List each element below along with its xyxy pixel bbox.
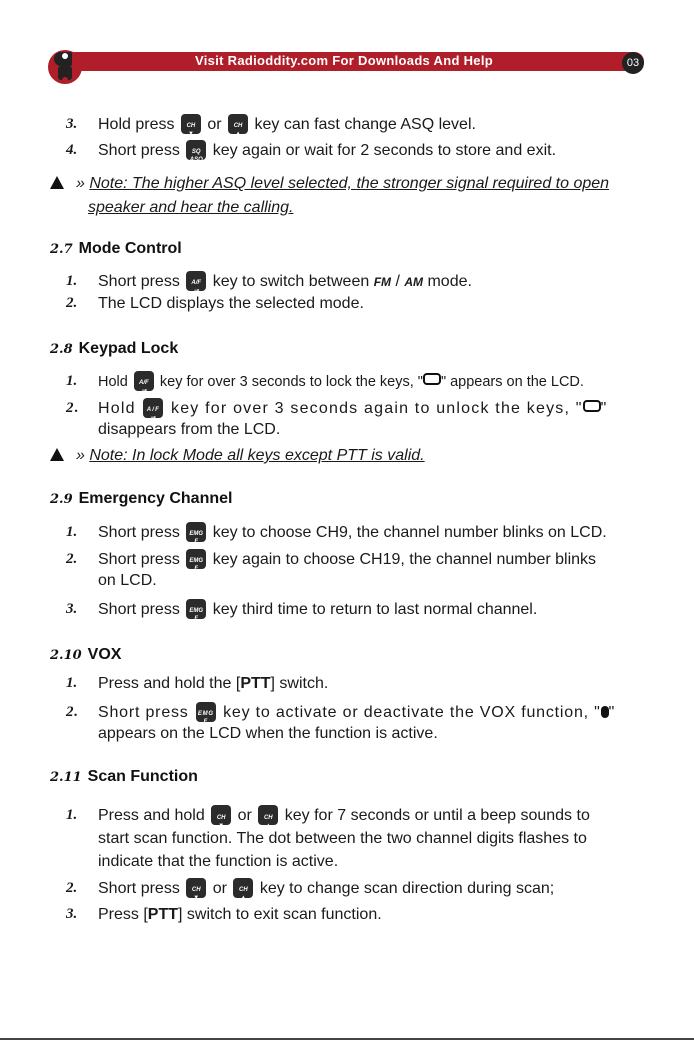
- key-label: F: [194, 616, 199, 622]
- section-number: 2.9: [50, 492, 73, 507]
- item-text: key can fast change ASQ level.: [250, 116, 476, 133]
- item-text: Hold: [98, 400, 142, 417]
- key-lock-icon: [583, 400, 601, 412]
- item-text: key for over 3 seconds again to unlock the keys, ": [165, 400, 583, 417]
- section-title: Mode Control: [78, 240, 182, 257]
- item-text: /: [391, 273, 405, 290]
- page-header: [44, 44, 644, 86]
- list-item: [66, 140, 646, 161]
- list-item: [66, 549, 646, 591]
- header-text: Visit Radioddity.com For Downloads And Help: [195, 53, 493, 68]
- item-text: key again to choose CH19, the channel number blinks: [208, 551, 597, 568]
- key-label: CH: [239, 887, 248, 893]
- section-number: 2.7: [50, 242, 73, 257]
- item-text: Hold press: [98, 116, 179, 133]
- item-number: 3.: [66, 116, 78, 132]
- item-number: 3.: [66, 906, 78, 922]
- emg-key-icon: [186, 522, 206, 545]
- warning-icon: [50, 176, 64, 189]
- list-item: [66, 673, 646, 694]
- ch-down-key-icon: [186, 878, 206, 901]
- item-text: key third time to return to last normal channel.: [208, 601, 538, 618]
- list-item: [66, 904, 646, 925]
- emg-key-icon: [186, 549, 206, 572]
- item-text: or: [208, 880, 232, 897]
- item-text: key to change scan direction during scan;: [255, 880, 555, 897]
- item-text: " appears on the LCD.: [440, 374, 584, 390]
- list-item: [66, 702, 646, 744]
- item-text: Press and hold the [: [98, 675, 241, 692]
- key-label: F: [194, 566, 199, 572]
- item-number: 2.: [66, 295, 78, 311]
- key-arrow: ▲: [235, 131, 242, 137]
- section-title: VOX: [87, 646, 122, 663]
- key-label: SQ: [191, 149, 201, 155]
- key-lock-glyph: ⊸: [141, 388, 147, 394]
- list-item: [66, 878, 646, 899]
- item-text: Hold: [98, 374, 132, 390]
- section-heading: [50, 240, 182, 258]
- key-label: CH: [191, 887, 201, 893]
- note-lock: » Note: In lock Mode all keys except PTT is valid.: [50, 444, 646, 468]
- item-number: 1.: [66, 273, 78, 289]
- item-text: ] switch.: [270, 675, 329, 692]
- key-label: A/F: [146, 407, 160, 413]
- item-text: Short press: [98, 880, 185, 897]
- item-text: Press [: [98, 906, 148, 923]
- ch-down-key-icon: [211, 805, 231, 829]
- item-text: The LCD displays the selected mode.: [98, 295, 364, 312]
- sq-asq-key-icon: [186, 140, 206, 163]
- key-arrow: ▲: [265, 823, 272, 829]
- page-number: 03: [622, 52, 644, 74]
- item-number: 2.: [66, 880, 78, 896]
- key-label: ASQ: [189, 157, 203, 163]
- ptt-label: PTT: [240, 675, 271, 692]
- item-text: or: [233, 807, 257, 824]
- microphone-icon: [601, 706, 609, 718]
- list-item: [66, 114, 646, 135]
- item-text: key to activate or deactivate the VOX function, ": [217, 704, 601, 721]
- item-number: 3.: [66, 601, 78, 617]
- item-number: 2.: [66, 704, 79, 720]
- ch-up-key-icon: [228, 114, 248, 137]
- key-label: F: [194, 539, 199, 545]
- emg-key-icon: [196, 702, 216, 725]
- item-text: key to switch between: [208, 273, 374, 290]
- item-text: Short press: [98, 551, 185, 568]
- item-number: 2.: [66, 551, 78, 567]
- item-number: 2.: [66, 400, 80, 416]
- key-label: A/F: [139, 380, 149, 386]
- item-text: key for over 3 seconds to lock the keys, ": [155, 374, 423, 390]
- note-asq: » Note: The higher ASQ level selected, the stronger signal required to open speaker and hear the calling.: [50, 172, 646, 220]
- item-number: 1.: [66, 524, 78, 540]
- section-heading: [50, 768, 198, 786]
- key-lock-glyph: ⊸: [150, 415, 157, 421]
- key-label: EMG: [197, 711, 214, 717]
- item-text: indicate that the function is active.: [98, 853, 339, 870]
- item-text: Short press: [98, 524, 185, 541]
- key-label: CH: [186, 123, 196, 129]
- list-item: [66, 398, 646, 440]
- list-item: [66, 522, 646, 543]
- section-heading: [50, 646, 121, 664]
- key-label: F: [203, 719, 209, 725]
- section-title: Emergency Channel: [78, 490, 233, 507]
- section-title: Scan Function: [87, 768, 198, 785]
- key-lock-icon: [423, 373, 441, 385]
- key-label: CH: [216, 815, 226, 821]
- key-label: EMG: [189, 531, 204, 537]
- item-number: 1.: [66, 807, 78, 823]
- item-text: Short press: [98, 704, 194, 721]
- key-arrow: ▼: [187, 131, 194, 137]
- af-key-icon: [134, 371, 154, 394]
- item-text: Short press: [98, 273, 185, 290]
- ptt-label: PTT: [147, 906, 179, 923]
- ch-down-key-icon: [181, 114, 201, 137]
- list-item: [66, 804, 646, 873]
- section-title: Keypad Lock: [78, 340, 179, 357]
- item-text: Press and hold: [98, 807, 210, 824]
- item-text: disappears from the LCD.: [98, 421, 281, 438]
- key-arrow: ▼: [218, 823, 225, 829]
- item-number: 1.: [66, 675, 78, 691]
- key-arrow: ▼: [193, 895, 200, 901]
- section-number: 2.11: [50, 770, 82, 785]
- item-number: 4.: [66, 142, 78, 158]
- list-item: [66, 599, 646, 620]
- list-item: [66, 371, 646, 393]
- item-text: key to choose CH9, the channel number blinks on LCD.: [208, 524, 607, 541]
- item-text: Short press: [98, 142, 185, 159]
- item-text: appears on the LCD when the function is active.: [98, 725, 438, 742]
- key-label: EMG: [189, 608, 204, 614]
- item-text: key for 7 seconds or until a beep sounds to: [280, 807, 590, 824]
- warning-icon: [50, 448, 64, 461]
- section-number: 2.8: [50, 342, 73, 357]
- list-item: [66, 293, 646, 314]
- item-text: ] switch to exit scan function.: [178, 906, 382, 923]
- key-lock-glyph: ⊸: [193, 288, 199, 294]
- af-key-icon: [143, 398, 163, 421]
- item-text: mode.: [423, 273, 472, 290]
- am-label: AM: [404, 275, 424, 289]
- key-label: CH: [263, 815, 273, 821]
- item-text: or: [202, 116, 227, 133]
- key-label: A/F: [191, 280, 202, 286]
- af-key-icon: [186, 271, 206, 294]
- item-number: 1.: [66, 373, 78, 389]
- note-text: speaker and hear the calling.: [88, 199, 294, 216]
- item-text: Short press: [98, 601, 185, 618]
- item-text: key again or wait for 2 seconds to store and exit.: [208, 142, 557, 159]
- key-arrow: ▲: [240, 895, 247, 901]
- item-text: ": [608, 704, 616, 721]
- note-text: Note: The higher ASQ level selected, the stronger signal required to open: [89, 175, 610, 192]
- section-number: 2.10: [50, 648, 82, 663]
- key-label: EMG: [189, 558, 204, 564]
- item-text: ": [600, 400, 608, 417]
- item-text: on LCD.: [98, 572, 157, 589]
- fm-label: FM: [373, 275, 392, 289]
- emg-key-icon: [186, 599, 206, 622]
- section-heading: [50, 490, 232, 508]
- ch-up-key-icon: [233, 878, 253, 901]
- item-text: start scan function. The dot between the two channel digits flashes to: [98, 830, 587, 847]
- list-item: [66, 271, 646, 293]
- key-label: CH: [233, 123, 243, 129]
- ch-up-key-icon: [258, 805, 278, 829]
- section-heading: [50, 340, 178, 358]
- note-text: Note: In lock Mode all keys except PTT is valid.: [89, 447, 425, 464]
